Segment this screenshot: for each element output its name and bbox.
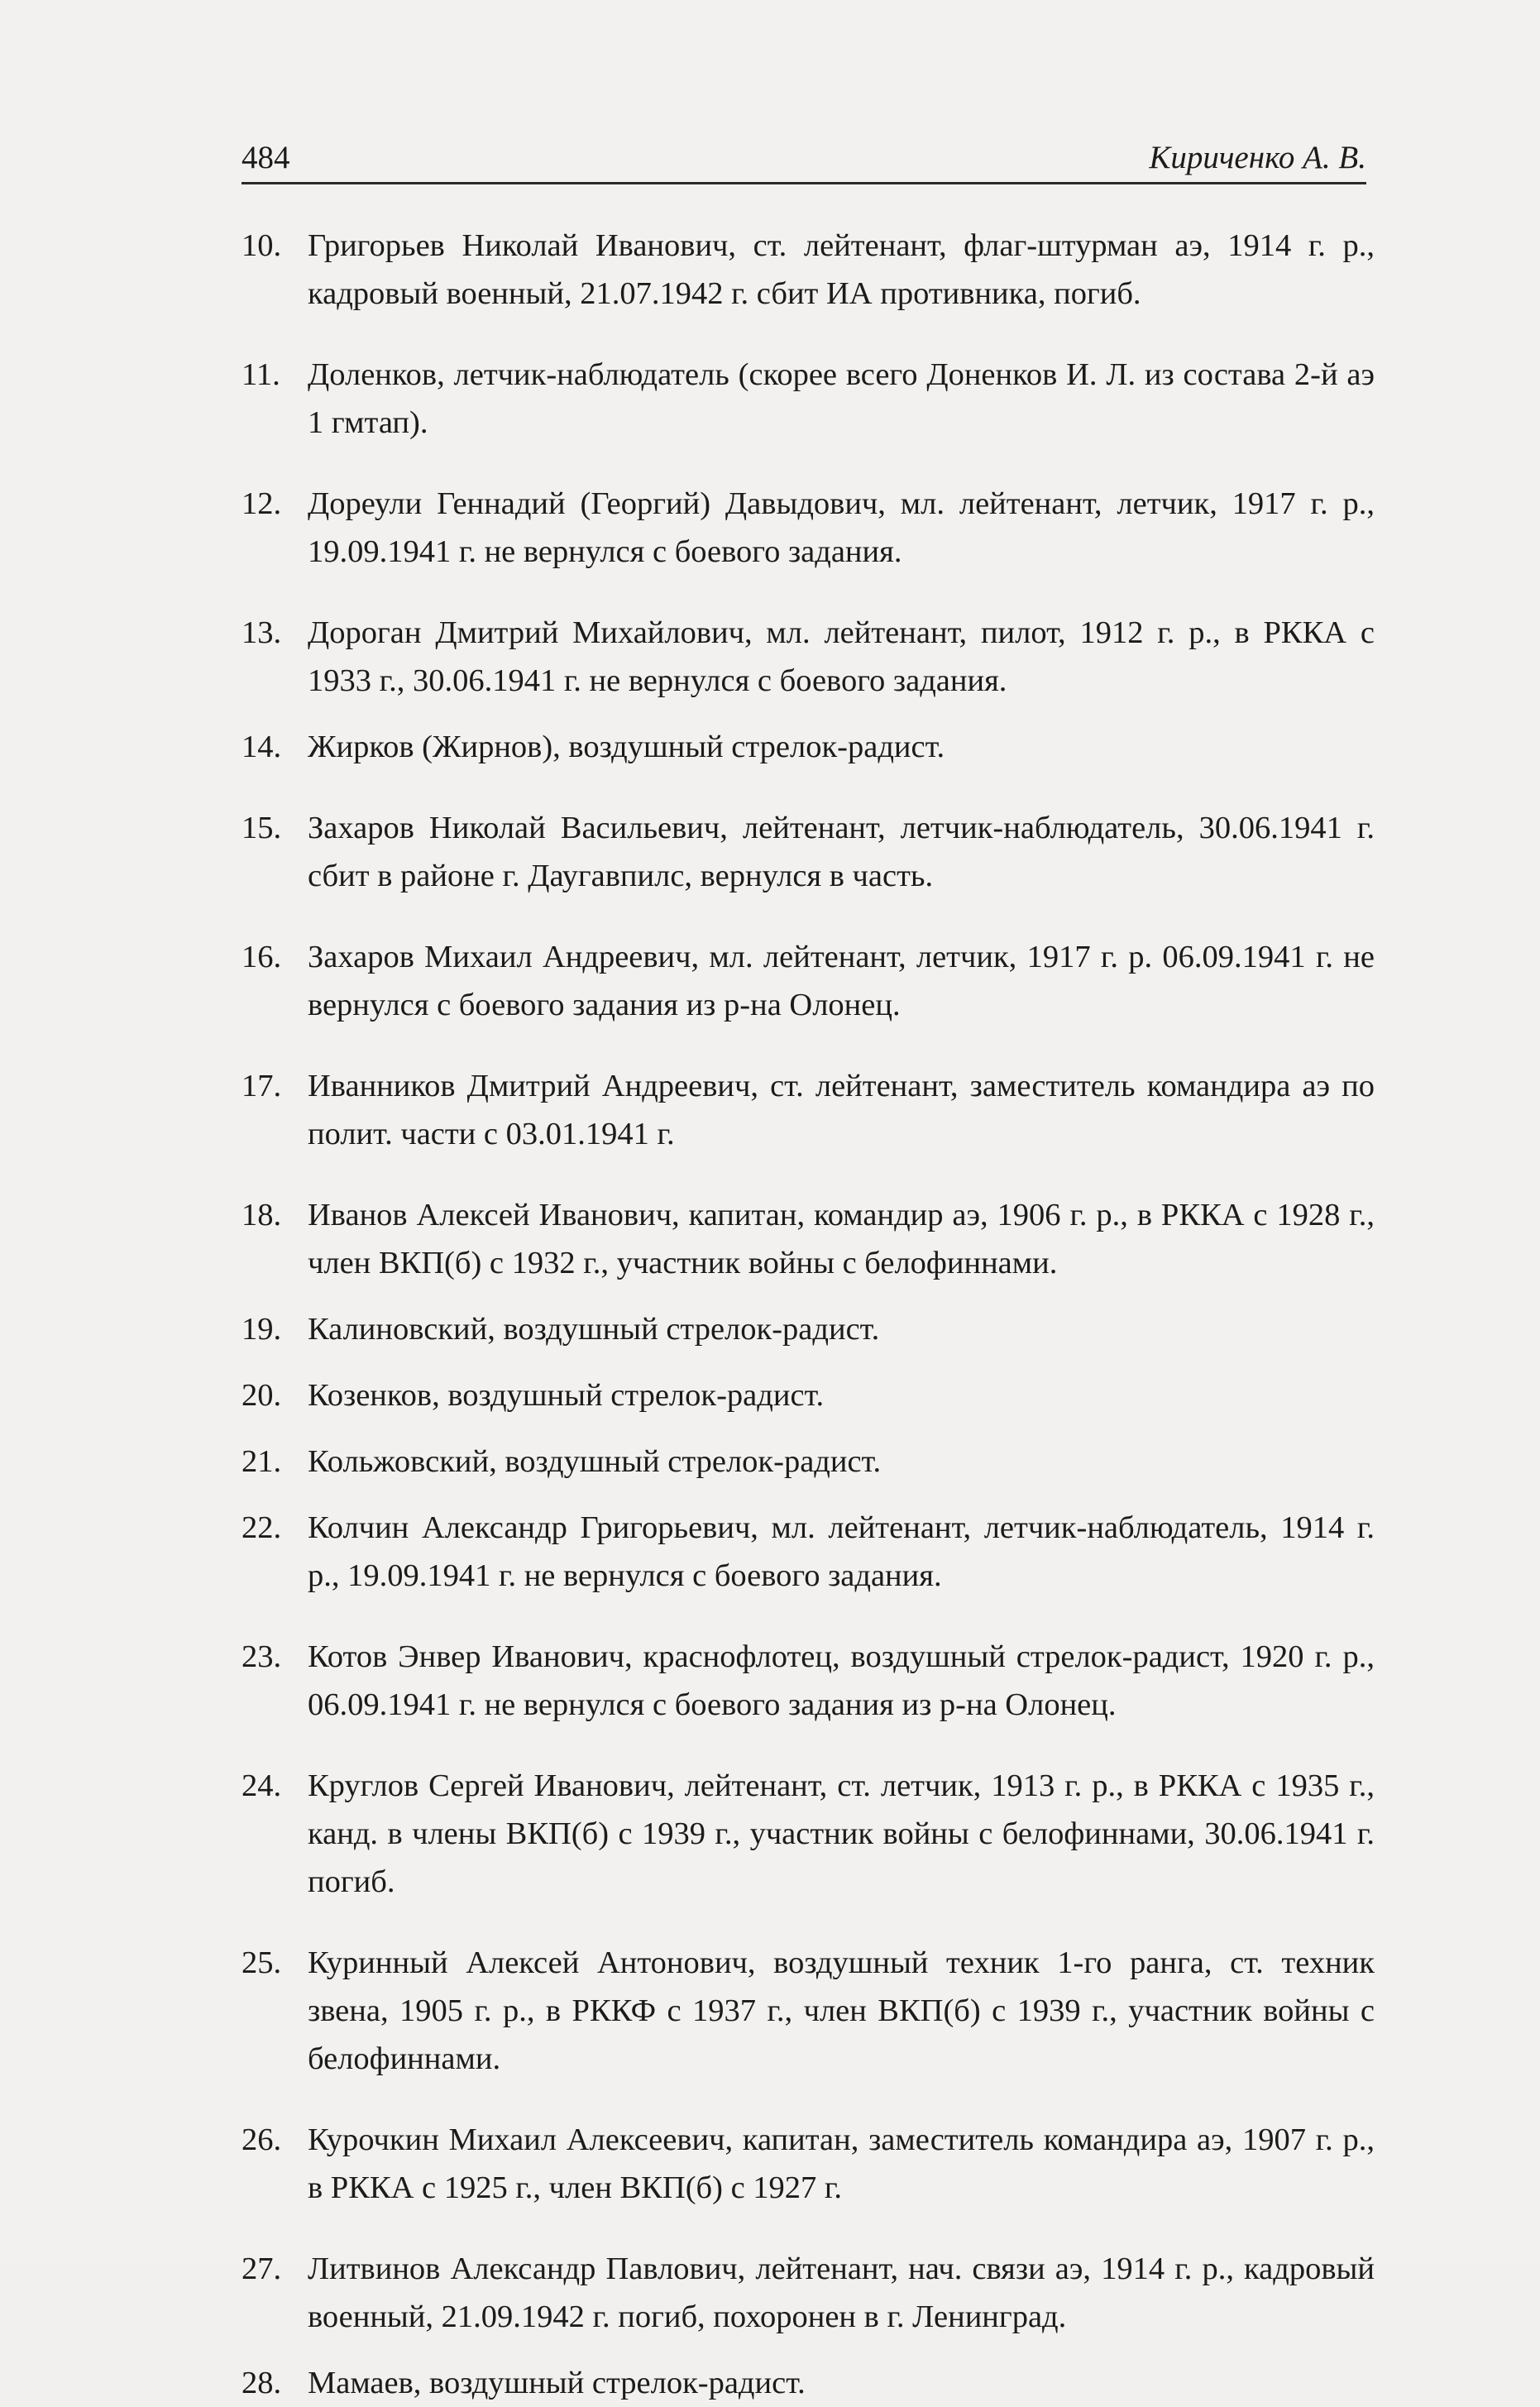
list-item: [242, 1633, 1375, 1729]
list-item: [242, 2359, 1375, 2407]
list-item: [242, 1762, 1375, 1906]
list-item: [242, 351, 1375, 447]
list-item: [242, 1438, 1375, 1486]
item-number: 26.: [242, 2122, 282, 2157]
list-item: [242, 933, 1375, 1029]
item-number: 27.: [242, 2251, 282, 2286]
item-number: 10.: [242, 228, 282, 263]
item-text: Иванников Дмитрий Андреевич, ст. лейтенант, заместитель командира аэ по полит. части с 03.01.1941 г.: [308, 1069, 1375, 1151]
item-number: 25.: [242, 1945, 282, 1980]
item-number: 24.: [242, 1768, 282, 1803]
item-text: Колчин Александр Григорьевич, мл. лейтенант, летчик-наблюдатель, 1914 г. р., 19.09.1941 г. не вернулся с боевого задания.: [308, 1510, 1375, 1593]
list-item: [242, 723, 1375, 771]
item-number: 22.: [242, 1510, 282, 1545]
item-number: 18.: [242, 1198, 282, 1232]
running-head-author: Кириченко А. В.: [1149, 140, 1366, 175]
personnel-list: [242, 222, 1375, 2407]
list-item: [242, 1305, 1375, 1353]
item-number: 15.: [242, 811, 282, 845]
item-number: 28.: [242, 2366, 282, 2400]
item-number: 19.: [242, 1312, 282, 1347]
item-text: Дореули Геннадий (Георгий) Давыдович, мл. лейтенант, летчик, 1917 г. р., 19.09.1941 г. не вернулся с боевого задания.: [308, 486, 1375, 569]
list-item: [242, 1191, 1375, 1287]
item-text: Доленков, летчик-наблюдатель (скорее всего Доненков И. Л. из состава 2-й аэ 1 гмтап).: [308, 357, 1375, 440]
item-number: 14.: [242, 730, 282, 764]
list-item: [242, 804, 1375, 900]
item-text: Кольжовский, воздушный стрелок-радист.: [308, 1444, 882, 1479]
item-text: Захаров Николай Васильевич, лейтенант, летчик-наблюдатель, 30.06.1941 г. сбит в районе г. Даугавпилс, вернулся в часть.: [308, 811, 1375, 893]
item-text: Жирков (Жирнов), воздушный стрелок-радист.: [308, 730, 945, 764]
item-text: Иванов Алексей Иванович, капитан, командир аэ, 1906 г. р., в РККА с 1928 г., член ВКП(б) с 1932 г., участник войны с белофиннами.: [308, 1198, 1375, 1280]
list-item: [242, 609, 1375, 705]
item-number: 17.: [242, 1069, 282, 1103]
list-item: [242, 1062, 1375, 1158]
item-number: 23.: [242, 1639, 282, 1674]
item-text: Курочкин Михаил Алексеевич, капитан, заместитель командира аэ, 1907 г. р., в РККА с 1925 г., член ВКП(б) с 1927 г.: [308, 2122, 1375, 2205]
item-number: 20.: [242, 1378, 282, 1413]
item-text: Куринный Алексей Антонович, воздушный техник 1-го ранга, ст. техник звена, 1905 г. р., в РККФ с 1937 г., член ВКП(б) с 1939 г., участник войны с белофиннами.: [308, 1945, 1375, 2076]
item-text: Григорьев Николай Иванович, ст. лейтенант, флаг-штурман аэ, 1914 г. р., кадровый военный, 21.07.1942 г. сбит ИА противника, погиб.: [308, 228, 1375, 311]
item-number: 13.: [242, 615, 282, 650]
item-text: Круглов Сергей Иванович, лейтенант, ст. летчик, 1913 г. р., в РККА с 1935 г., канд. в члены ВКП(б) с 1939 г., участник войны с белофиннами, 30.06.1941 г. погиб.: [308, 1768, 1375, 1899]
list-item: [242, 1504, 1375, 1600]
item-text: Козенков, воздушный стрелок-радист.: [308, 1378, 825, 1413]
item-text: Мамаев, воздушный стрелок-радист.: [308, 2366, 806, 2400]
item-number: 16.: [242, 940, 282, 974]
item-number: 11.: [242, 357, 280, 392]
item-number: 21.: [242, 1444, 282, 1479]
list-item: [242, 1939, 1375, 2083]
list-item: [242, 2116, 1375, 2212]
item-text: Калиновский, воздушный стрелок-радист.: [308, 1312, 880, 1347]
list-item: [242, 2245, 1375, 2341]
list-item: [242, 1371, 1375, 1419]
item-text: Котов Энвер Иванович, краснофлотец, воздушный стрелок-радист, 1920 г. р., 06.09.1941 г. не вернулся с боевого задания из р-на Олонец.: [308, 1639, 1375, 1722]
page-number: 484: [242, 140, 290, 175]
item-text: Захаров Михаил Андреевич, мл. лейтенант, летчик, 1917 г. р. 06.09.1941 г. не вернулся с боевого задания из р-на Олонец.: [308, 940, 1375, 1022]
item-text: Литвинов Александр Павлович, лейтенант, нач. связи аэ, 1914 г. р., кадровый военный, 21.09.1942 г. погиб, похоронен в г. Ленинград.: [308, 2251, 1375, 2334]
item-number: 12.: [242, 486, 282, 521]
list-item: [242, 480, 1375, 576]
item-text: Дороган Дмитрий Михайлович, мл. лейтенант, пилот, 1912 г. р., в РККА с 1933 г., 30.06.1941 г. не вернулся с боевого задания.: [308, 615, 1375, 698]
page-header: [242, 132, 1366, 184]
list-item: [242, 222, 1375, 318]
